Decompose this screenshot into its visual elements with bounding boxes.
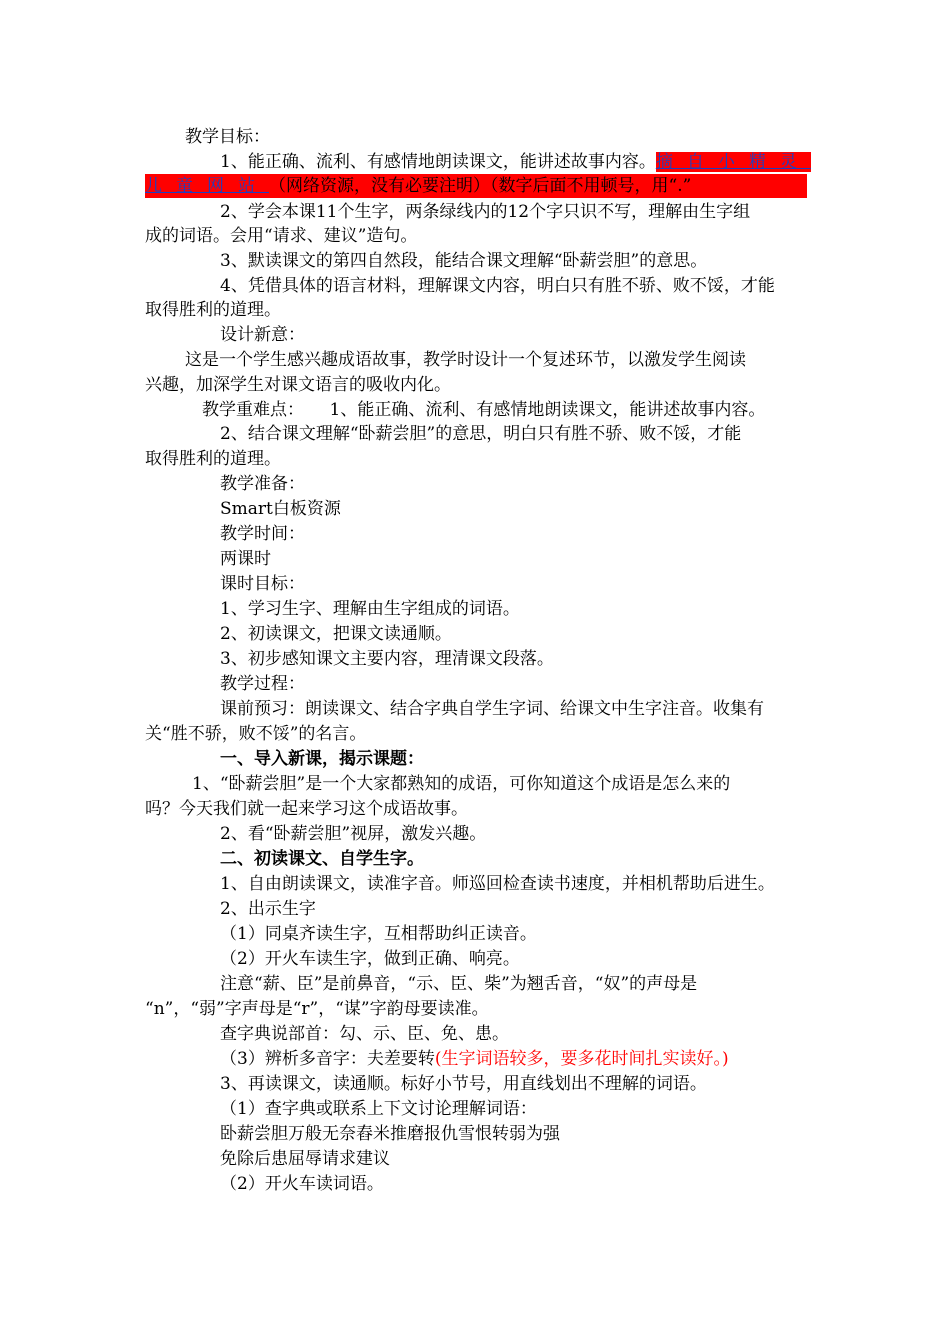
section-2-heading: 二、初读课文、自学生字。: [220, 849, 424, 869]
heading-design: 设计新意：: [220, 325, 305, 345]
goal-4-cont: 取得胜利的道理。: [145, 300, 281, 320]
heading-teaching-goals: 教学目标：: [185, 127, 270, 147]
section-2-step-2: 2、出示生字: [220, 899, 316, 919]
section-1-heading: 一、导入新课，揭示课题：: [220, 749, 424, 769]
source-note-line: [145, 174, 807, 198]
teacher-comment: (生字词语较多，要多花时间扎实读好。): [434, 1049, 729, 1069]
heading-lesson-goals: 课时目标：: [220, 574, 305, 594]
heading-time: 教学时间：: [220, 524, 305, 544]
lesson-goal-2: 2、初读课文，把课文读通顺。: [220, 624, 452, 644]
pronunciation-note-cont: “n”，“弱”字声母是“r”，“谋”字韵母要读准。: [145, 999, 489, 1019]
section-1-step-2: 2、看“卧薪尝胆”视屏，激发兴趣。: [220, 824, 487, 844]
source-link-part2[interactable]: 儿童网站: [145, 176, 269, 196]
key-points: 教学重难点： 1、能正确、流利、有感情地朗读课文，能讲述故事内容。: [202, 400, 766, 420]
section-2-step-3-sub-1: （1）查字典或联系上下文讨论理解词语：: [220, 1099, 537, 1119]
goal-2: 2、学会本课11个生字，两条绿线内的12个字只识不写，理解由生字组: [220, 202, 751, 222]
section-2-sub-2: （2）开火车读生字，做到正确、响亮。: [220, 949, 520, 969]
section-1-step-1-cont: 吗？今天我们就一起来学习这个成语故事。: [145, 799, 468, 819]
heading-preparation: 教学准备：: [220, 474, 305, 494]
polyphone-text: （3）辨析多音字：夫差要转: [220, 1049, 435, 1069]
heading-process: 教学过程：: [220, 674, 305, 694]
preview-text: 课前预习：朗读课文、结合字典自学生字词、给课文中生字注音。收集有: [220, 699, 764, 719]
preview-text-cont: 关“胜不骄，败不馁”的名言。: [145, 724, 367, 744]
design-text-cont: 兴趣，加深学生对课文语言的吸收内化。: [145, 375, 451, 395]
source-link-part1[interactable]: 摘自小精灵: [655, 152, 811, 172]
goal-1: [220, 150, 811, 174]
lesson-goal-3: 3、初步感知课文主要内容，理清课文段落。: [220, 649, 554, 669]
key-point-2: 2、结合课文理解“卧薪尝胆”的意思，明白只有胜不骄、败不馁，才能: [220, 424, 742, 444]
editor-note: （网络资源，没有必要注明）（数字后面不用顿号，用“.”: [269, 176, 692, 196]
radical-note: 查字典说部首：勾、示、臣、免、患。: [220, 1024, 509, 1044]
goal-4: 4、凭借具体的语言材料，理解课文内容，明白只有胜不骄、败不馁，才能: [220, 276, 775, 296]
section-2-step-3-sub-2: （2）开火车读词语。: [220, 1174, 384, 1194]
section-2-sub-1: （1）同桌齐读生字，互相帮助纠正读音。: [220, 924, 537, 944]
key-point-2-cont: 取得胜利的道理。: [145, 449, 281, 469]
section-2-step-3: 3、再读课文，读通顺。标好小节号，用直线划出不理解的词语。: [220, 1074, 707, 1094]
section-1-step-1: 1、“卧薪尝胆”是一个大家都熟知的成语，可你知道这个成语是怎么来的: [192, 774, 731, 794]
preparation-text: Smart白板资源: [220, 499, 341, 519]
time-text: 两课时: [220, 549, 271, 569]
design-text: 这是一个学生感兴趣成语故事，教学时设计一个复述环节，以激发学生阅读: [185, 350, 746, 370]
goal-1-text: 1、能正确、流利、有感情地朗读课文，能讲述故事内容。: [220, 152, 656, 172]
lesson-goal-1: 1、学习生字、理解由生字组成的词语。: [220, 599, 520, 619]
goal-3: 3、默读课文的第四自然段，能结合课文理解“卧薪尝胆”的意思。: [220, 251, 708, 271]
goal-2-cont: 成的词语。会用“请求、建议”造句。: [145, 226, 418, 246]
vocab-list-1: 卧薪尝胆万般无奈舂米推磨报仇雪恨转弱为强: [220, 1124, 560, 1144]
section-2-sub-3: [220, 1047, 729, 1071]
pronunciation-note: 注意“薪、臣”是前鼻音，“示、臣、柴”为翘舌音，“奴”的声母是: [220, 974, 698, 994]
vocab-list-2: 免除后患屈辱请求建议: [220, 1149, 390, 1169]
section-2-step-1: 1、自由朗读课文，读准字音。师巡回检查读书速度，并相机帮助后进生。: [220, 874, 775, 894]
